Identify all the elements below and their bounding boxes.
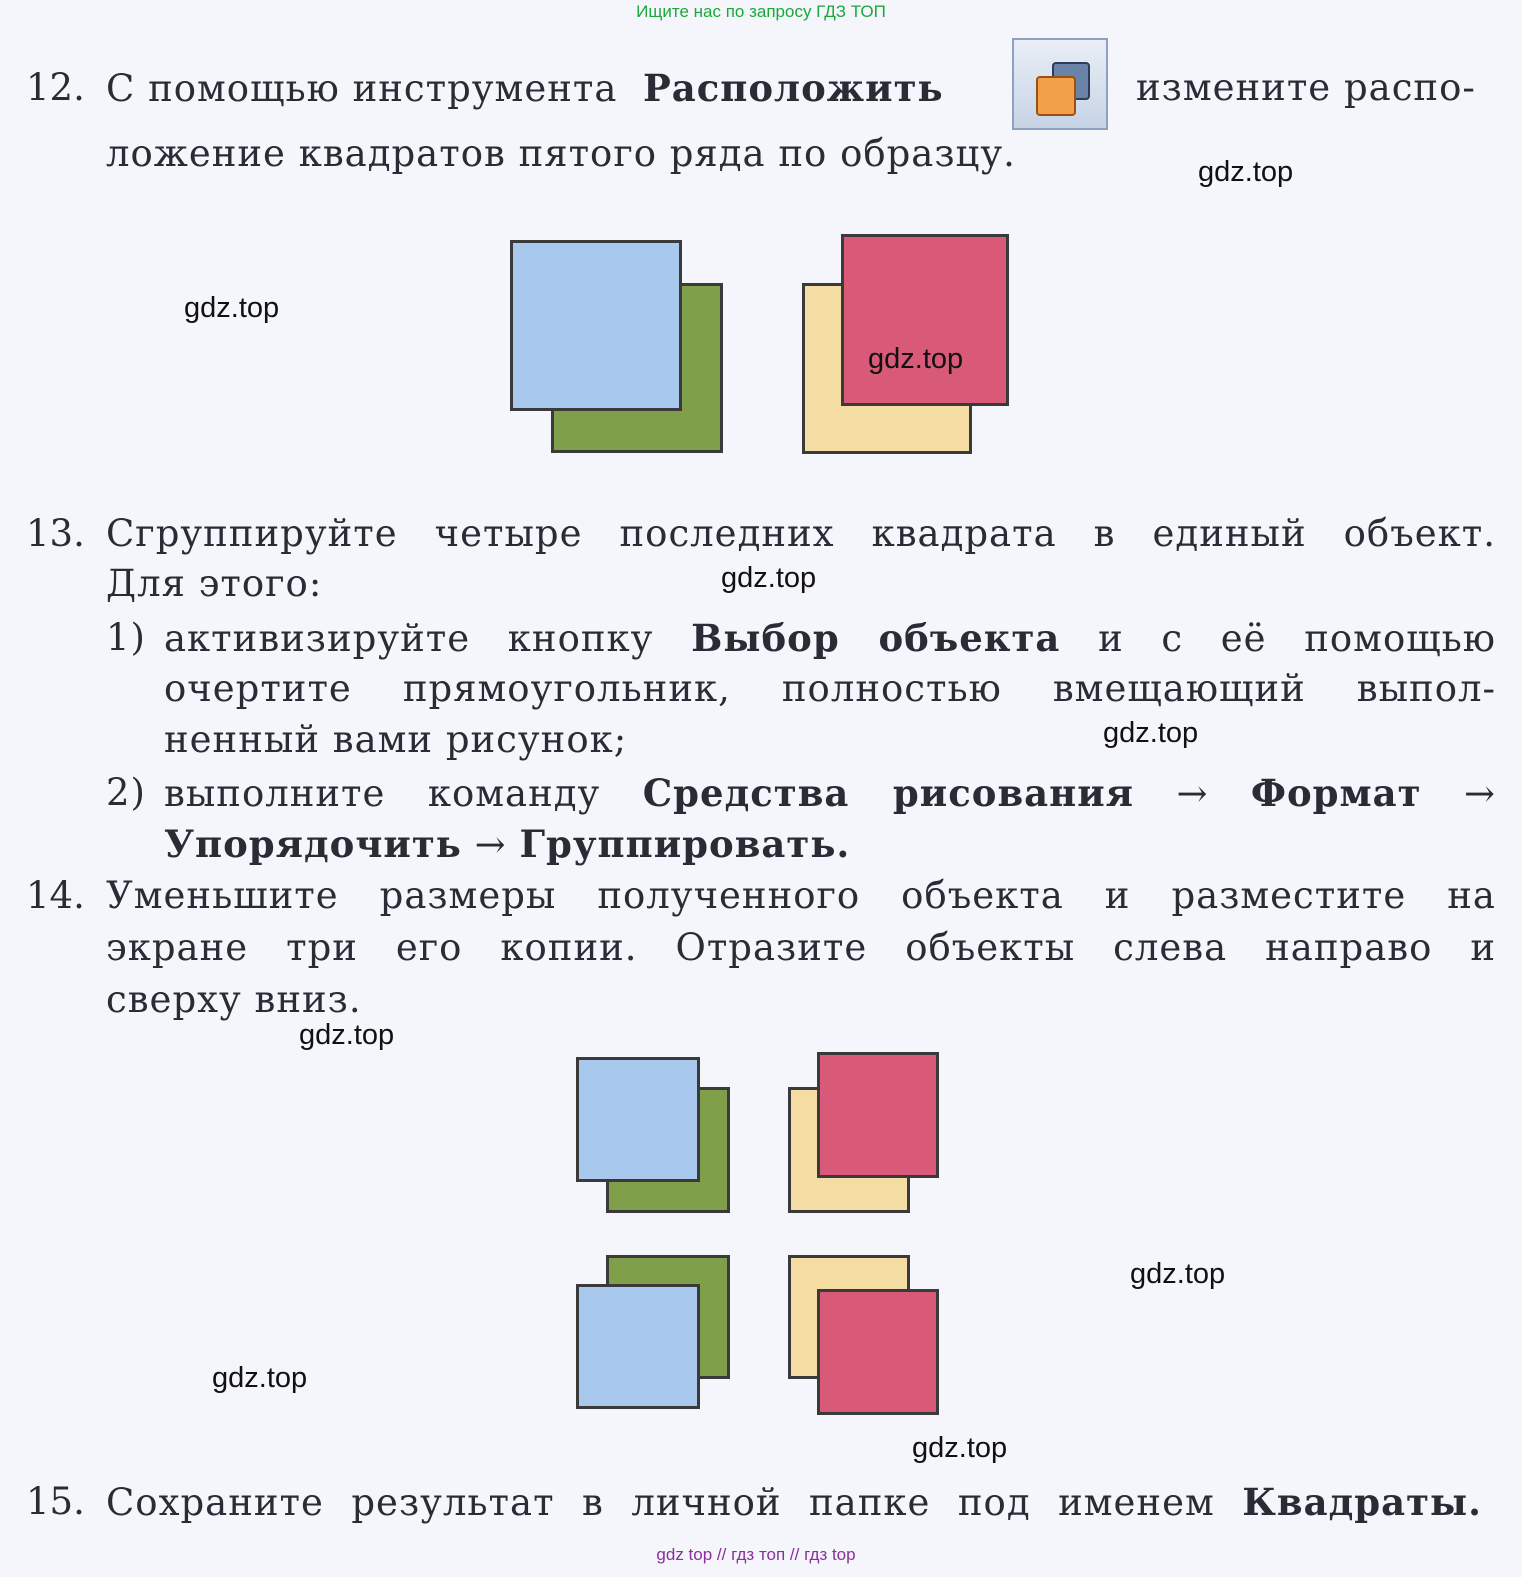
- task-13-step-1-line-3: ненный вами рисунок;: [164, 718, 628, 761]
- task-14-line-3: сверху вниз.: [106, 978, 362, 1021]
- task-12-number: 12.: [26, 66, 85, 109]
- blue-square-top-left: [576, 1057, 700, 1182]
- watermark: gdz.top: [212, 1362, 308, 1394]
- watermark: gdz.top: [1198, 156, 1294, 188]
- red-square-bottom-right: [817, 1289, 939, 1415]
- watermark: gdz.top: [1103, 717, 1199, 749]
- watermark: gdz.top: [1130, 1258, 1226, 1290]
- task-15-number: 15.: [26, 1480, 85, 1523]
- task-13-step-1-line-2: очертите прямоугольник, полностью вмещающий выпол-: [164, 667, 1496, 710]
- task-13-step-2-line-1: выполните команду Средства рисования → Формат →: [164, 771, 1497, 815]
- watermark: gdz.top: [299, 1019, 395, 1051]
- task-14-line-2: экране три его копии. Отразите объекты слева направо и: [106, 926, 1496, 969]
- bottom-banner[interactable]: gdz top // гдз топ // гдз top: [656, 1545, 856, 1564]
- red-square: [841, 234, 1009, 406]
- watermark: gdz.top: [721, 562, 817, 594]
- watermark: gdz.top: [184, 292, 280, 324]
- task-12-line-1a: С помощью инструмента Расположить: [106, 66, 944, 110]
- task-13-step-2-number: 2): [106, 771, 146, 814]
- watermark: gdz.top: [868, 343, 964, 375]
- blue-square-bottom-left: [576, 1284, 700, 1409]
- arrange-icon: [1012, 38, 1108, 130]
- task-13-step-1-line-1: активизируйте кнопку Выбор объекта и с её помощью: [164, 616, 1496, 660]
- task-13-line-2: Для этого:: [106, 562, 323, 605]
- top-banner[interactable]: Ищите нас по запросу ГДЗ ТОП: [636, 2, 886, 21]
- task-14-number: 14.: [26, 874, 85, 917]
- blue-square: [510, 240, 682, 411]
- task-14-line-1: Уменьшите размеры полученного объекта и разместите на: [106, 874, 1496, 917]
- task-13-step-1-number: 1): [106, 616, 146, 659]
- task-12-line-1b: измените распо-: [1136, 66, 1476, 109]
- task-13-line-1: Сгруппируйте четыре последних квадрата в единый объект.: [106, 512, 1496, 555]
- task-15-line: Сохраните результат в личной папке под именем Квадраты.: [106, 1480, 1482, 1524]
- task-12-line-2: ложение квадратов пятого ряда по образцу.: [106, 132, 1016, 175]
- watermark: gdz.top: [912, 1432, 1008, 1464]
- red-square-top-right: [817, 1052, 939, 1178]
- task-13-number: 13.: [26, 512, 85, 555]
- task-13-step-2-line-2: Упорядочить → Группировать.: [164, 822, 851, 866]
